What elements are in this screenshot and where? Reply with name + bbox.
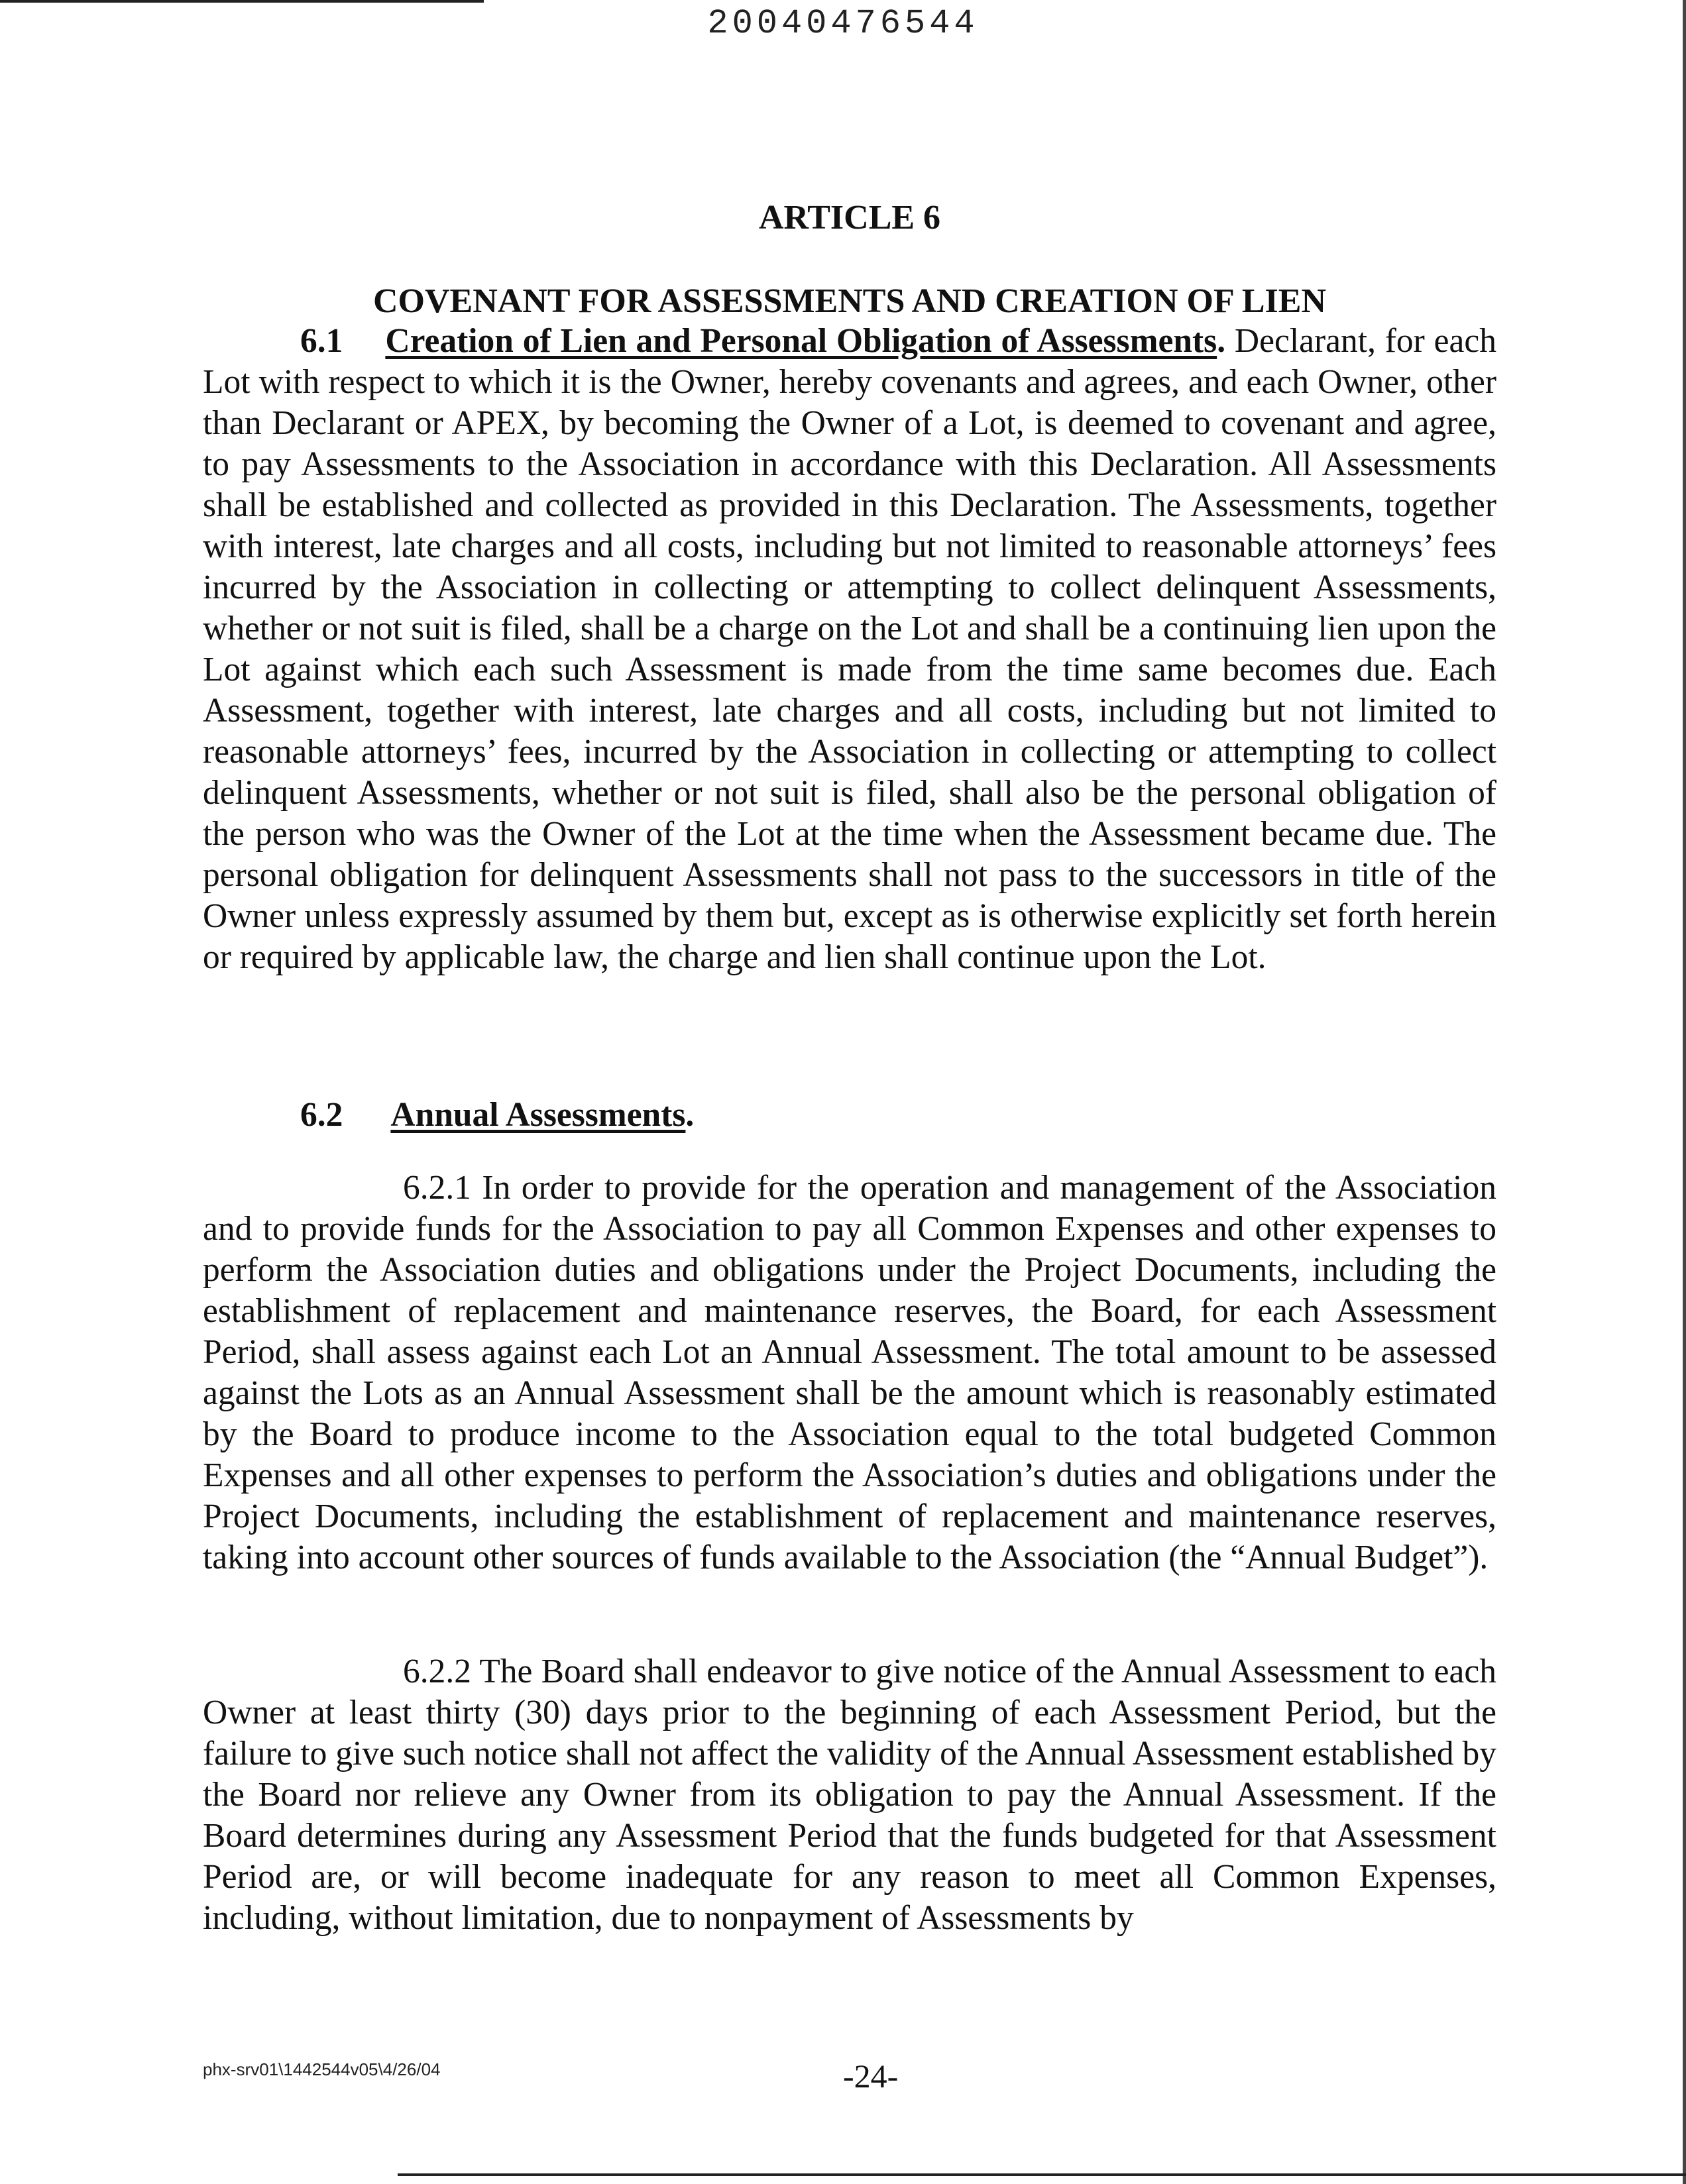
- section-6-1-heading-period: .: [1217, 322, 1226, 360]
- recording-number: 20040476544: [707, 4, 979, 43]
- bottom-scan-rule: [398, 2173, 1686, 2176]
- section-6-2-number: 6.2: [300, 1096, 343, 1134]
- section-6-1-text: Declarant, for each Lot with respect to which it is the Owner, hereby covenants and agrees, and each Owner, other than Declarant or APEX, by becoming the Owner of a Lot, is deemed to covenant and agree, to pay Assessments to the Association in accordance with this Declaration. All Assessments shall be established and collected as provided in this Declaration. The Assessments, together with interest, late charges and all costs, including but not limited to reasonable attorneys’ fees incurred by the Association in collecting or attempting to collect delinquent Assessments, whether or not suit is filed, shall be a charge on the Lot and shall be a continuing lien upon the Lot against which each such Assessment is made from the time same becomes due. Each Assessment, together with interest, late charges and all costs, including but not limited to reasonable attorneys’ fees, incurred by the Association in collecting or attempting to collect delinquent Assessments, whether or not suit is filed, shall also be the personal obligation of the person who was the Owner of the Lot at the time when the Assessment became due. The personal obligation for delinquent Assessments shall not pass to the successors in title of the Owner unless expressly assumed by them but, except as is otherwise explicitly set forth herein or required by applicable law, the charge and lien shall continue upon the Lot.: [203, 322, 1497, 976]
- section-6-2-heading-period: .: [685, 1096, 695, 1134]
- article-title: ARTICLE 6: [758, 199, 941, 237]
- section-6-1-heading: Creation of Lien and Personal Obligation of Assessments: [385, 322, 1217, 360]
- section-6-2-2-number: 6.2.2: [403, 1653, 471, 1690]
- top-scan-rule: [0, 0, 484, 3]
- section-6-2-2-text: The Board shall endeavor to give notice of the Annual Assessment to each Owner at least thirty (30) days prior to the beginning of each Assessment Period, but the failure to give such notice shall not affect the validity of the Annual Assessment established by the Board nor relieve any Owner from its obligation to pay the Annual Assessment. If the Board determines during any Assessment Period that the funds budgeted for that Assessment Period are, or will become inadequate for any reason to meet all Common Expenses, including, without limitation, due to nonpayment of Assessments by: [203, 1653, 1496, 1937]
- section-6-2-1-paragraph: [203, 1168, 1496, 1578]
- section-6-2-2-paragraph: [203, 1651, 1496, 1939]
- section-6-1-number: 6.1: [300, 322, 343, 360]
- section-6-2-heading: Annual Assessments: [390, 1096, 686, 1134]
- article-subtitle: COVENANT FOR ASSESSMENTS AND CREATION OF LIEN: [373, 282, 1326, 320]
- footer-file-id: phx-srv01\1442544v05\4/26/04: [203, 2059, 441, 2079]
- right-scan-edge: [1683, 0, 1686, 2184]
- section-6-2-heading-line: [203, 1095, 1496, 1136]
- section-6-2-1-number: 6.2.1: [403, 1169, 471, 1207]
- footer-page-number: -24-: [843, 2057, 899, 2095]
- section-6-1-paragraph: [203, 321, 1496, 978]
- section-6-2-1-text: In order to provide for the operation and management of the Association and to provide funds for the Association to pay all Common Expenses and other expenses to perform the Association duties and obligations under the Project Documents, including the establishment of replacement and maintenance reserves, the Board, for each Assessment Period, shall assess against each Lot an Annual Assessment. The total amount to be assessed against the Lots as an Annual Assessment shall be the amount which is reasonably estimated by the Board to produce income to the Association equal to the total budgeted Common Expenses and all other expenses to perform the Association’s duties and obligations under the Project Documents, including the establishment of replacement and maintenance reserves, taking into account other sources of funds available to the Association (the “Annual Budget”).: [203, 1169, 1496, 1576]
